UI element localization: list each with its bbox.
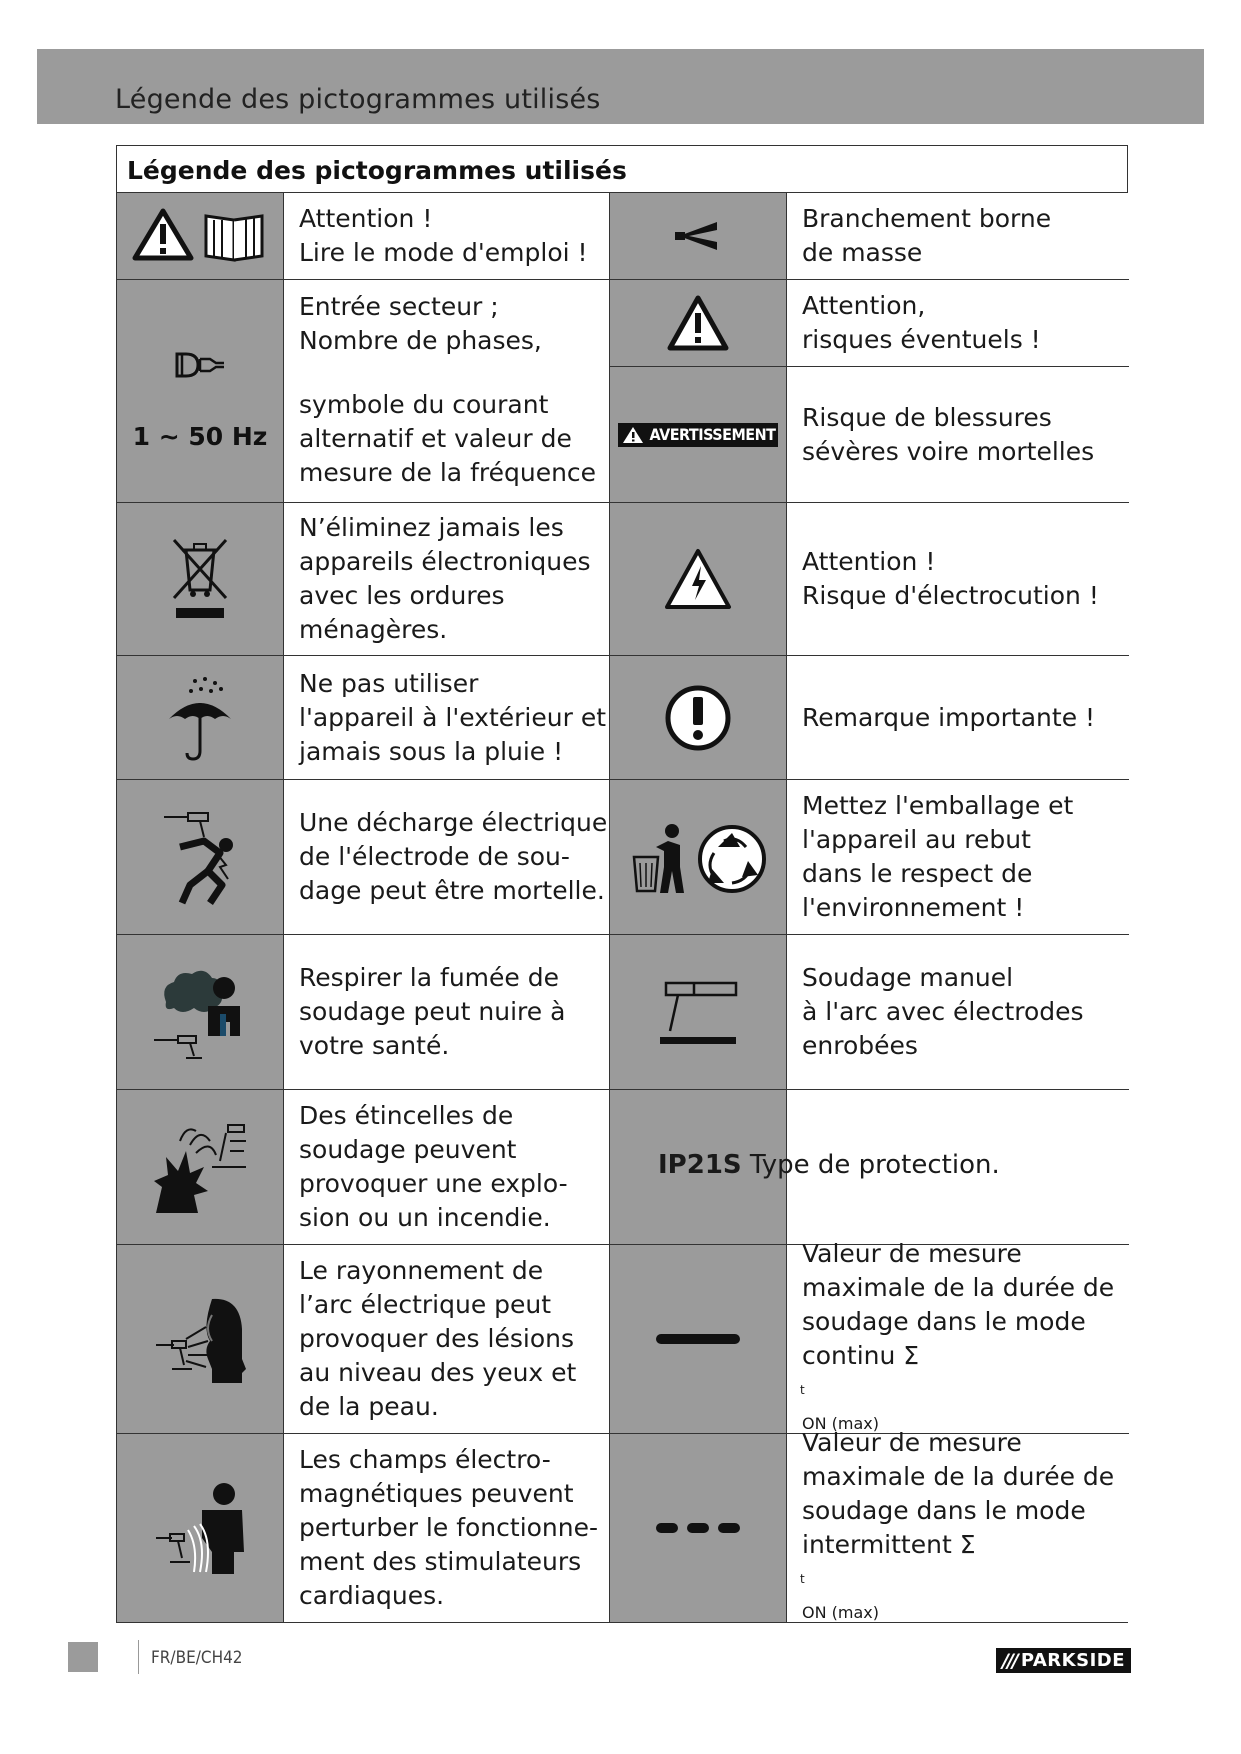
legend-line: Les champs électro- [299, 1445, 551, 1474]
legend-line: Soudage manuel [802, 963, 1014, 992]
page-header-title: Légende des pictogrammes utilisés [115, 84, 601, 115]
legend-icon-cell [610, 280, 787, 367]
warning-triangle-icon [621, 425, 645, 445]
avertissement-label: AVERTISSEMENT [649, 425, 776, 444]
legend-text-cell [787, 367, 1129, 503]
legend-text-cell [284, 193, 610, 280]
legend-line: l'appareil au rebut [802, 825, 1031, 854]
legend-line: Attention ! [299, 204, 433, 233]
ground-clamp-icon [673, 218, 723, 254]
legend-line: cardiaques. [299, 1581, 445, 1610]
legend-line: Attention, [802, 291, 926, 320]
legend-line: enrobées [802, 1031, 918, 1060]
legend-icon-cell [117, 656, 284, 780]
legend-line: Lire le mode d'emploi ! [299, 238, 588, 267]
legend-line: ménagères. [299, 615, 448, 644]
electric-shock-person-icon [160, 807, 240, 907]
legend-line: de l'électrode de sou- [299, 842, 570, 871]
legend-line: sion ou un incendie. [299, 1203, 551, 1232]
welding-fumes-person-icon [150, 962, 250, 1062]
mains-plug-icon [174, 350, 226, 380]
ip-code: IP21S [658, 1150, 742, 1180]
legend-line: avec les ordures [299, 581, 505, 610]
legend-line: dage peut être mortelle. [299, 876, 605, 905]
legend-icon-cell [117, 193, 284, 280]
legend-line: magnétiques peuvent [299, 1479, 574, 1508]
legend-icon-cell [117, 1245, 284, 1434]
arc-radiation-face-icon [150, 1289, 250, 1389]
legend-line: soudage peut nuire à [299, 997, 566, 1026]
legend-line: au niveau des yeux et [299, 1358, 577, 1387]
legend-text-cell [284, 656, 610, 780]
legend-icon-cell [117, 280, 284, 503]
legend-icon-cell [117, 1090, 284, 1245]
legend-icon-cell [610, 367, 787, 503]
legend-text-cell [284, 780, 610, 935]
crossed-bin-icon [168, 534, 232, 624]
legend-line: provoquer des lésions [299, 1324, 574, 1353]
superscript: t [800, 1572, 805, 1586]
legend-line: maximale de la durée de [802, 1273, 1115, 1302]
legend-line: Mettez l'emballage et [802, 791, 1074, 820]
brand-slashes: /// [1002, 1649, 1017, 1672]
legend-line: alternatif et valeur de [299, 424, 572, 453]
legend-line: appareils électroniques [299, 547, 591, 576]
legend-line: Valeur de mesure [802, 1428, 1022, 1457]
legend-line: symbole du courant [299, 390, 549, 419]
electrocution-warning-icon [662, 546, 734, 612]
legend-line: Valeur de mesure [802, 1239, 1022, 1268]
legend-text-cell [284, 935, 610, 1090]
legend-line: Branchement borne [802, 204, 1052, 233]
legend-line: maximale de la durée de [802, 1462, 1115, 1491]
legend-line: soudage dans le mode [802, 1496, 1086, 1525]
phase-frequency-label: 1 ~ 50 Hz [132, 421, 268, 451]
legend-line: Remarque importante ! [802, 702, 1096, 732]
legend-line: Risque de blessures [802, 402, 1052, 432]
legend-line [802, 1528, 1129, 1630]
pictogram-legend-table [116, 145, 1128, 1623]
subscript: ON (max) [802, 1603, 879, 1622]
legend-icon-cell [610, 503, 787, 656]
legend-icon-cell [610, 780, 787, 935]
legend-line: Une décharge électrique [299, 808, 608, 837]
legend-line: jamais sous la pluie ! [299, 736, 564, 766]
legend-text-cell [787, 1428, 1129, 1622]
welding-sparks-explosion-icon [150, 1117, 250, 1217]
legend-line: sévères voire mortelles [802, 436, 1095, 466]
legend-line: l’arc électrique peut [299, 1290, 552, 1319]
legend-text-cell [787, 780, 1129, 935]
brand-name: PARKSIDE [1020, 1650, 1126, 1671]
legend-icon-cell [610, 656, 787, 780]
legend-line-prefix: continu Σ [802, 1341, 920, 1370]
legend-line: l'appareil à l'extérieur et [299, 702, 607, 732]
legend-line-prefix: intermittent Σ [802, 1530, 976, 1559]
legend-icon-cell [117, 935, 284, 1090]
legend-icon-cell [610, 1434, 787, 1622]
legend-line: Nombre de phases, [299, 326, 542, 355]
ip-description: Type de protection. [749, 1150, 1000, 1180]
legend-text-cell [787, 656, 1129, 780]
legend-text-cell [284, 1245, 610, 1434]
legend-text-cell [284, 280, 610, 503]
legend-line: Risque d'électrocution ! [802, 581, 1099, 610]
legend-line: de la peau. [299, 1392, 439, 1421]
recycling-disposal-icon [628, 817, 768, 897]
electromagnetic-field-pacemaker-icon [150, 1478, 250, 1578]
important-note-icon [663, 683, 733, 753]
umbrella-rain-icon [165, 673, 235, 763]
legend-icon-cell [610, 193, 787, 280]
page-number: FR/BE/CH42 [151, 1648, 243, 1668]
legend-icon-cell [117, 1434, 284, 1622]
legend-line: Attention ! [802, 547, 936, 576]
legend-text-cell [284, 1090, 610, 1245]
warning-triangle-icon [665, 293, 731, 353]
legend-icon-cell [610, 935, 787, 1090]
footer-marker [68, 1642, 98, 1672]
legend-text-cell [787, 193, 1129, 280]
legend-text-cell [787, 503, 1129, 656]
legend-text-cell [787, 1239, 1129, 1434]
legend-icon-cell [117, 780, 284, 935]
legend-text-cell [787, 935, 1129, 1090]
legend-line: N’éliminez jamais les [299, 513, 564, 542]
legend-line: perturber le fonctionne- [299, 1513, 599, 1542]
legend-line: de masse [802, 238, 923, 267]
solid-line-icon [656, 1333, 740, 1345]
legend-line: Ne pas utiliser [299, 668, 479, 698]
legend-icon-cell [610, 1245, 787, 1434]
ip-protection-text [658, 1150, 1000, 1180]
legend-text-cell [284, 503, 610, 656]
legend-line: mesure de la fréquence [299, 458, 597, 487]
legend-line: Le rayonnement de [299, 1256, 544, 1285]
brand-logo [996, 1648, 1131, 1673]
manual-arc-welding-icon [658, 977, 738, 1047]
warning-triangle-and-manual-icon [130, 206, 270, 266]
legend-line: Des étincelles de [299, 1101, 514, 1130]
legend-line: ment des stimulateurs [299, 1547, 582, 1576]
legend-line: Respirer la fumée de [299, 963, 559, 992]
legend-line: votre santé. [299, 1031, 450, 1060]
footer-divider [138, 1640, 139, 1674]
legend-line: provoquer une explo- [299, 1169, 568, 1198]
dashed-line-icon [656, 1522, 740, 1534]
legend-line: à l'arc avec électrodes [802, 997, 1084, 1026]
legend-icon-cell [117, 503, 284, 656]
legend-line: risques éventuels ! [802, 325, 1041, 354]
superscript: t [800, 1383, 805, 1397]
legend-line: soudage dans le mode [802, 1307, 1086, 1336]
legend-text-cell [284, 1434, 610, 1622]
subscript: ON (max) [802, 1414, 879, 1433]
legend-line: l'environnement ! [802, 893, 1025, 922]
legend-line: soudage peuvent [299, 1135, 517, 1164]
avertissement-label-icon [618, 423, 779, 447]
legend-title: Légende des pictogrammes utilisés [117, 146, 1127, 193]
legend-line: Entrée secteur ; [299, 292, 499, 321]
legend-text-cell [787, 280, 1129, 367]
legend-line: dans le respect de [802, 859, 1033, 888]
